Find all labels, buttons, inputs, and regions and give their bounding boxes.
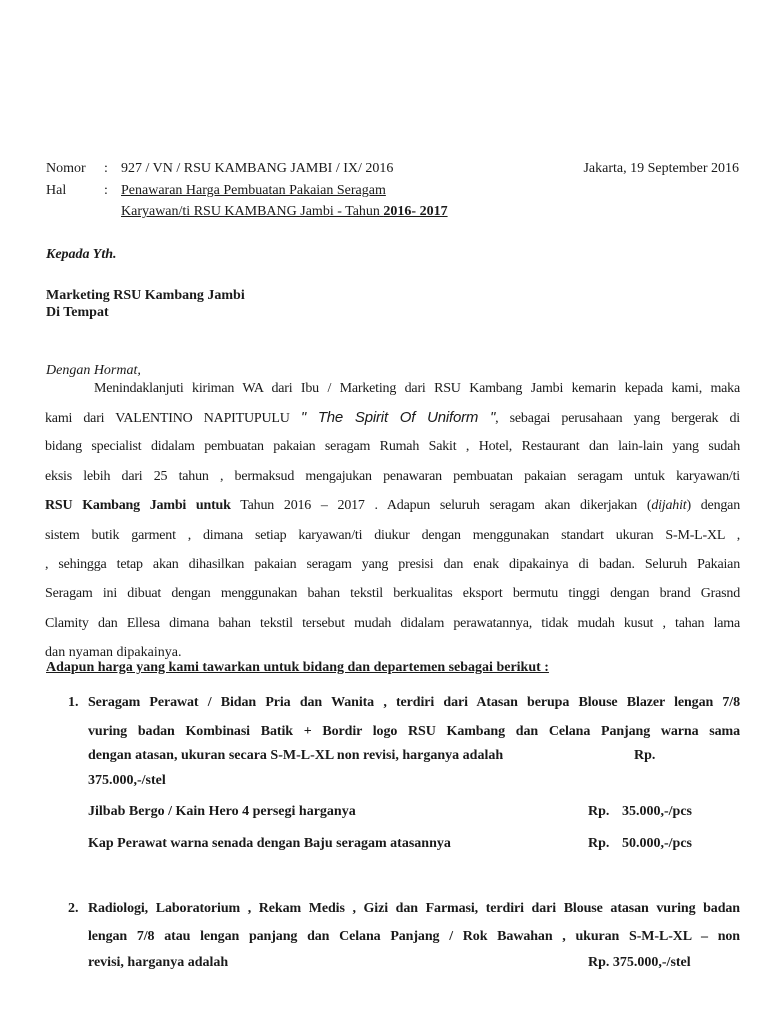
item-number: 1. [68,695,79,710]
recipient-place: Di Tempat [46,305,109,320]
kepada-yth: Kepada Yth. [46,247,117,262]
item-price: 375.000,-/stel [88,773,166,788]
nomor-label: Nomor [46,161,86,176]
body-line: , sehingga tetap akan dihasilkan pakaian seragam yang presisi dan enak dipakainya di badan. Seluruh Pakaian [45,557,740,572]
nomor-separator: : [104,161,108,176]
extra-price: 35.000,-/pcs [622,804,692,819]
body-line [45,497,740,515]
body-line: Seragam ini dibuat dengan menggunakan bahan tekstil berkualitas eksport bermutu tinggi dengan brand Grasnd [45,586,740,601]
item-line: Radiologi, Laboratorium , Rekam Medis , Gizi dan Farmasi, terdiri dari Blouse atasan vuring badan [88,901,740,916]
subject-line-1: Penawaran Harga Pembuatan Pakaian Seragam [121,183,386,198]
body-text: ) dengan [686,498,740,513]
body-line: Clamity dan Ellesa dimana bahan tekstil tersebut mudah didalam perawatannya, tidak mudah kusut , tahan lama [45,616,740,631]
subject-years: 2016- 2017 [383,204,448,219]
item-price: Rp. 375.000,-/stel [588,955,691,970]
body-bold-text: RSU Kambang Jambi untuk [45,498,231,513]
subject-line-2 [121,203,448,221]
item-line: dengan atasan, ukuran secara S-M-L-XL non revisi, harganya adalah [88,748,504,763]
item-number: 2. [68,901,79,916]
hal-separator: : [104,183,108,198]
body-line: sistem butik garment , dimana setiap karyawan/ti diukur dengan menggunakan standart ukuran S-M-L-XL , [45,528,740,543]
body-text: , sebagai perusahaan yang bergerak di [495,411,740,426]
body-line: dan nyaman dipakainya. [45,645,182,660]
company-slogan: " The Spirit Of Uniform " [300,409,496,426]
greeting: Dengan Hormat, [46,363,141,378]
body-italic-text: dijahit [651,498,687,513]
body-line: bidang specialist didalam pembuatan pakaian seragam Rumah Sakit , Hotel, Restaurant dan lain-lain yang sudah [45,439,740,454]
extra-label: Jilbab Bergo / Kain Hero 4 persegi harganya [88,804,356,819]
body-line: eksis lebih dari 25 tahun , bermaksud mengajukan penawaran pembuatan pakaian seragam untuk karyawan/ti [45,469,740,484]
item-rp: Rp. [634,748,656,763]
body-text: Tahun 2016 – 2017 . Adapun seluruh seragam akan dikerjakan ( [230,498,652,513]
extra-label: Kap Perawat warna senada dengan Baju seragam atasannya [88,836,451,851]
body-line: Menindaklanjuti kiriman WA dari Ibu / Marketing dari RSU Kambang Jambi kemarin kepada kami, maka [94,381,740,396]
body-text: kami dari VALENTINO NAPITUPULU [45,411,301,426]
hal-label: Hal [46,183,67,198]
item-line: lengan 7/8 atau lengan panjang dan Celana Panjang / Rok Bawahan , ukuran S-M-L-XL – non [88,929,740,944]
extra-rp: Rp. [588,836,610,851]
item-line: revisi, harganya adalah [88,955,229,970]
nomor-value: 927 / VN / RSU KAMBANG JAMBI / IX/ 2016 [121,161,394,176]
offer-heading: Adapun harga yang kami tawarkan untuk bidang dan departemen sebagai berikut : [46,660,549,675]
item-line: vuring badan Kombinasi Batik + Bordir logo RSU Kambang dan Celana Panjang warna sama [88,724,740,739]
item-line: Seragam Perawat / Bidan Pria dan Wanita , terdiri dari Atasan berupa Blouse Blazer lengan 7/8 [88,695,740,710]
letter-date: Jakarta, 19 September 2016 [583,161,739,176]
extra-rp: Rp. [588,804,610,819]
subject-text: Karyawan/ti RSU KAMBANG Jambi - Tahun [121,204,384,219]
recipient-name: Marketing RSU Kambang Jambi [46,288,245,303]
extra-price: 50.000,-/pcs [622,836,692,851]
body-line [45,409,740,428]
